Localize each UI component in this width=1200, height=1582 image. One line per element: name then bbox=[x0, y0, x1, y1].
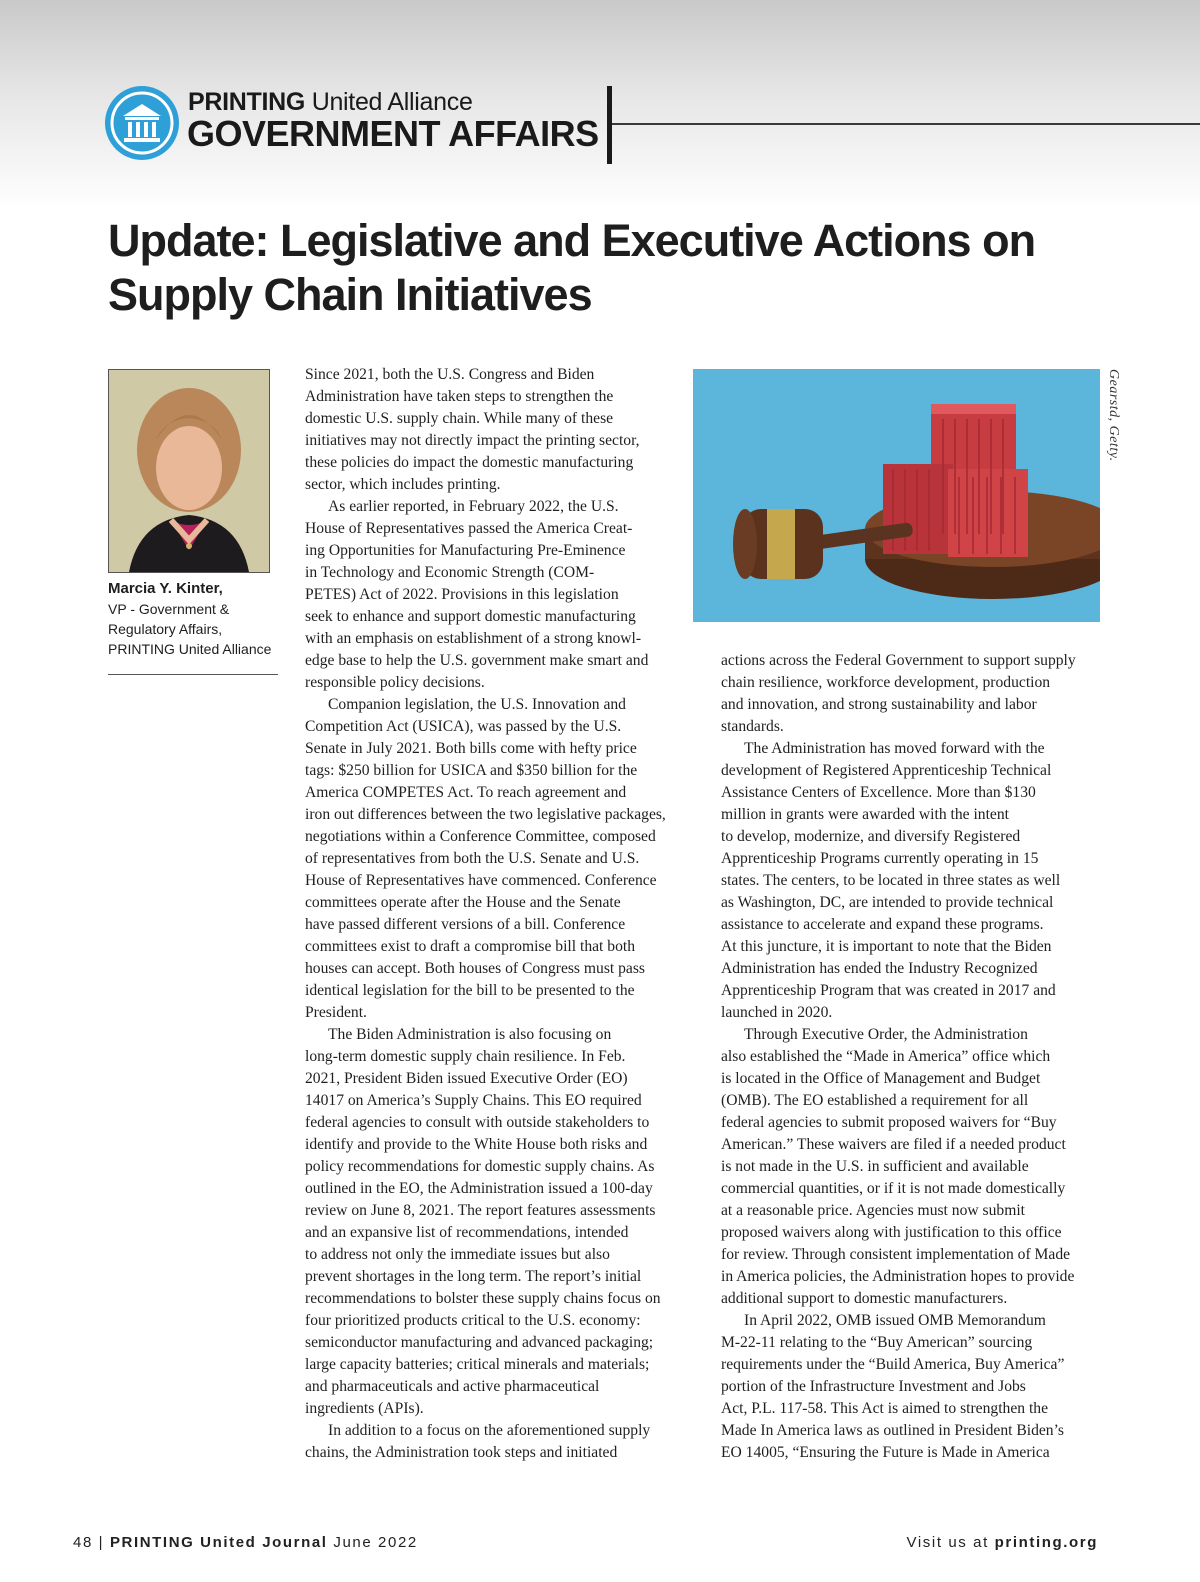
body-text-line: 14017 on America’s Supply Chains. This EO required bbox=[305, 1092, 642, 1109]
body-text-line: Act, P.L. 117-58. This Act is aimed to strengthen the bbox=[721, 1400, 1048, 1417]
body-text-line: At this juncture, it is important to note that the Biden bbox=[721, 938, 1052, 955]
footer-website: Visit us at printing.org bbox=[906, 1534, 1098, 1551]
body-text-line: states. The centers, to be located in three states as well bbox=[721, 872, 1061, 889]
header-rule bbox=[612, 123, 1200, 125]
body-text-line: these policies do impact the domestic manufacturing bbox=[305, 454, 634, 471]
body-text-line: with an emphasis on establishment of a strong knowl- bbox=[305, 630, 642, 647]
body-text-line: launched in 2020. bbox=[721, 1004, 833, 1021]
article-title bbox=[108, 214, 1068, 322]
body-text-line: Senate in July 2021. Both bills come with hefty price bbox=[305, 740, 637, 757]
body-text-line: actions across the Federal Government to support supply bbox=[721, 652, 1076, 669]
body-text-line: negotiations within a Conference Committee, composed bbox=[305, 828, 656, 845]
body-text-line: as Washington, DC, are intended to provide technical bbox=[721, 894, 1054, 911]
body-text-line: is located in the Office of Management and Budget bbox=[721, 1070, 1041, 1087]
body-text-line: As earlier reported, in February 2022, the U.S. bbox=[328, 498, 619, 515]
body-text-line: chains, the Administration took steps and initiated bbox=[305, 1444, 618, 1461]
body-text-line: at a reasonable price. Agencies must now submit bbox=[721, 1202, 1025, 1219]
body-text-line: recommendations to bolster these supply chains focus on bbox=[305, 1290, 661, 1307]
body-text-line: commercial quantities, or if it is not made domestically bbox=[721, 1180, 1066, 1197]
body-text-line: proposed waivers along with justification to this office bbox=[721, 1224, 1062, 1241]
body-text-line: large capacity batteries; critical minerals and materials; bbox=[305, 1356, 650, 1373]
body-text-line: initiatives may not directly impact the printing sector, bbox=[305, 432, 640, 449]
body-text-line: million in grants were awarded with the intent bbox=[721, 806, 1009, 823]
body-text-line: committees exist to draft a compromise bill that both bbox=[305, 938, 635, 955]
body-text-line: to address not only the immediate issues but also bbox=[305, 1246, 610, 1263]
author-name: Marcia Y. Kinter, bbox=[108, 580, 223, 597]
body-text-line: Administration have taken steps to strengthen the bbox=[305, 388, 614, 405]
body-text-line: ing Opportunities for Manufacturing Pre-Eminence bbox=[305, 542, 626, 559]
body-text-line: of representatives from both the U.S. Senate and U.S. bbox=[305, 850, 640, 867]
body-text-line: tags: $250 billion for USICA and $350 billion for the bbox=[305, 762, 638, 779]
body-text-line: Competition Act (USICA), was passed by the U.S. bbox=[305, 718, 622, 735]
body-text-line: development of Registered Apprenticeship Technical bbox=[721, 762, 1052, 779]
body-text-line: additional support to domestic manufacturers. bbox=[721, 1290, 1008, 1307]
body-text-line: federal agencies to consult with outside stakeholders to bbox=[305, 1114, 650, 1131]
body-text-line: and innovation, and strong sustainability and labor bbox=[721, 696, 1037, 713]
body-text-line: In addition to a focus on the aforementioned supply bbox=[328, 1422, 651, 1439]
body-text-line: EO 14005, “Ensuring the Future is Made in America bbox=[721, 1444, 1050, 1461]
body-text-line: policy recommendations for domestic supply chains. As bbox=[305, 1158, 655, 1175]
header-band bbox=[0, 0, 1200, 210]
body-text-line: sector, which includes printing. bbox=[305, 476, 501, 493]
body-text-line: (OMB). The EO established a requirement for all bbox=[721, 1092, 1029, 1109]
body-text-line: 2021, President Biden issued Executive Order (EO) bbox=[305, 1070, 628, 1087]
body-text-line: review on June 8, 2021. The report features assessments bbox=[305, 1202, 656, 1219]
body-text-line: President. bbox=[305, 1004, 367, 1021]
body-text-line: In April 2022, OMB issued OMB Memorandum bbox=[744, 1312, 1046, 1329]
body-text-line: M-22-11 relating to the “Buy American” sourcing bbox=[721, 1334, 1033, 1351]
body-text-line: seek to enhance and support domestic manufacturing bbox=[305, 608, 636, 625]
body-text-line: The Administration has moved forward with the bbox=[744, 740, 1045, 757]
body-text-line: and an expansive list of recommendations, intended bbox=[305, 1224, 629, 1241]
body-text-line: Administration has ended the Industry Recognized bbox=[721, 960, 1038, 977]
body-text-line: House of Representatives have commenced. Conference bbox=[305, 872, 657, 889]
body-text-line: Made In America laws as outlined in President Biden’s bbox=[721, 1422, 1064, 1439]
gavel-containers-image bbox=[693, 369, 1100, 622]
body-text-line: responsible policy decisions. bbox=[305, 674, 485, 691]
body-text-line: Apprenticeship Programs currently operating in 15 bbox=[721, 850, 1039, 867]
body-text-line: America COMPETES Act. To reach agreement and bbox=[305, 784, 627, 801]
author-caption bbox=[108, 579, 278, 659]
title-line-2: Supply Chain Initiatives bbox=[108, 269, 592, 320]
body-text-line: Since 2021, both the U.S. Congress and Biden bbox=[305, 366, 595, 383]
body-text-line: prevent shortages in the long term. The report’s initial bbox=[305, 1268, 642, 1285]
body-text-line: committees operate after the House and the Senate bbox=[305, 894, 621, 911]
body-text-line: for review. Through consistent implementation of Made bbox=[721, 1246, 1071, 1263]
body-text-line: domestic U.S. supply chain. While many of these bbox=[305, 410, 614, 427]
body-text-line: long-term domestic supply chain resilience. In Feb. bbox=[305, 1048, 626, 1065]
body-text-line: have passed different versions of a bill. Conference bbox=[305, 916, 626, 933]
body-text-line: Apprenticeship Program that was created in 2017 and bbox=[721, 982, 1056, 999]
body-text-line: four prioritized products critical to the U.S. economy: bbox=[305, 1312, 641, 1329]
body-text-line: iron out differences between the two legislative packages, bbox=[305, 806, 666, 823]
body-text-line: House of Representatives passed the America Creat- bbox=[305, 520, 633, 537]
author-role-line: PRINTING United Alliance bbox=[108, 641, 272, 657]
author-role-line: VP - Government & bbox=[108, 601, 230, 617]
body-text-line: federal agencies to submit proposed waivers for “Buy bbox=[721, 1114, 1057, 1131]
body-text-line: portion of the Infrastructure Investment and Jobs bbox=[721, 1378, 1026, 1395]
brand-name: PRINTING United Alliance bbox=[188, 88, 473, 116]
author-photo bbox=[108, 369, 270, 573]
author-role-line: Regulatory Affairs, bbox=[108, 621, 223, 637]
body-text-line: also established the “Made in America” office which bbox=[721, 1048, 1051, 1065]
caption-rule bbox=[108, 674, 278, 675]
body-text-line: is not made in the U.S. in sufficient and available bbox=[721, 1158, 1029, 1175]
image-credit: Gearstd, Getty. bbox=[1106, 369, 1121, 462]
body-text-line: chain resilience, workforce development, production bbox=[721, 674, 1051, 691]
body-text-line: houses can accept. Both houses of Congress must pass bbox=[305, 960, 645, 977]
body-text-line: ingredients (APIs). bbox=[305, 1400, 424, 1417]
body-text-line: requirements under the “Build America, Buy America” bbox=[721, 1356, 1065, 1373]
body-text-line: The Biden Administration is also focusing on bbox=[328, 1026, 612, 1043]
body-text-line: edge base to help the U.S. government make smart and bbox=[305, 652, 649, 669]
body-text-line: standards. bbox=[721, 718, 784, 735]
body-text-line: Through Executive Order, the Administration bbox=[744, 1026, 1028, 1043]
footer-folio: 48 | PRINTING United Journal June 2022 bbox=[73, 1534, 418, 1551]
body-text-line: Companion legislation, the U.S. Innovation and bbox=[328, 696, 626, 713]
body-text-line: semiconductor manufacturing and advanced packaging; bbox=[305, 1334, 654, 1351]
header-divider bbox=[607, 86, 612, 164]
website-link[interactable]: printing.org bbox=[994, 1534, 1098, 1551]
body-text-line: identical legislation for the bill to be presented to the bbox=[305, 982, 635, 999]
body-text-line: outlined in the EO, the Administration issued a 100-day bbox=[305, 1180, 653, 1197]
body-column-left bbox=[305, 364, 700, 1464]
body-column-right bbox=[721, 650, 1121, 1464]
body-text-line: PETES) Act of 2022. Provisions in this legislation bbox=[305, 586, 619, 603]
body-text-line: and pharmaceuticals and active pharmaceutical bbox=[305, 1378, 600, 1395]
body-text-line: in Technology and Economic Strength (COM- bbox=[305, 564, 595, 581]
building-columns-icon bbox=[105, 86, 179, 160]
body-text-line: American.” These waivers are filed if a needed product bbox=[721, 1136, 1066, 1153]
body-text-line: identify and provide to the White House both risks and bbox=[305, 1136, 648, 1153]
body-text-line: to develop, modernize, and diversify Registered bbox=[721, 828, 1021, 845]
body-text-line: in America policies, the Administration hopes to provide bbox=[721, 1268, 1075, 1285]
body-text-line: assistance to accelerate and expand these programs. bbox=[721, 916, 1044, 933]
title-line-1: Update: Legislative and Executive Actions on bbox=[108, 215, 1036, 266]
body-text-line: Assistance Centers of Excellence. More than $130 bbox=[721, 784, 1036, 801]
section-title: GOVERNMENT AFFAIRS bbox=[187, 113, 599, 154]
